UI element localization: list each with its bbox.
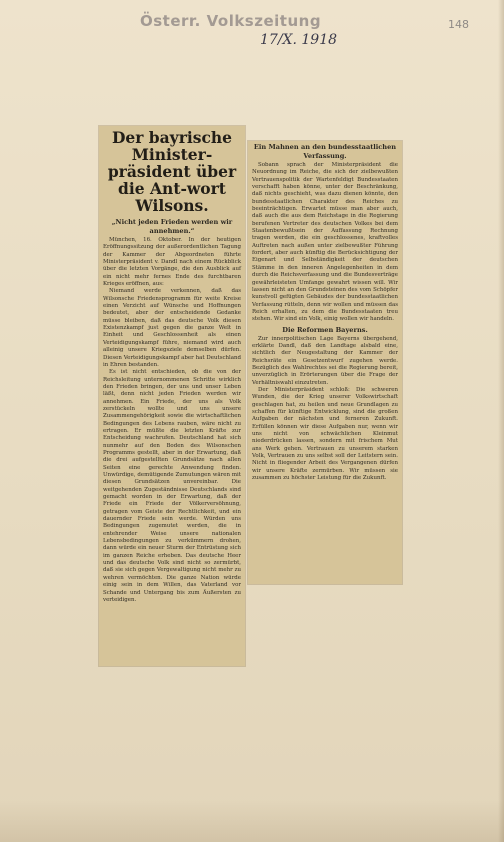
article-paragraph: Zur innerpolitischen Lage Bayerns übergehend, erklärte Dandl, daß den Landtage alsbald eine, sichtlich der Neugestaltung der Kammer der Reichsräte ein Gesetzentwurf zugehen werde. Bezüglich des Wahlrechtes sei die Regierung bereit, unverzüglich in Erörterungen über die Frage der Verhältniswahl einzutreten. (252, 335, 398, 386)
article-paragraph: Der Ministerpräsident schloß: Die schweren Wunden, die der Krieg unserer Volkswirtschaft geschlagen hat, zu heilen und neue Grundlagen zu schaffen für künftige Entwicklung, sind die großen Aufgaben der nächsten und ferneren Zukunft. Erfüllen können wir diese Aufgaben nur, wenn wir uns nicht von schwächlichen Kleinmut niederdrücken lassen, sondern mit frischem Mut ans Werk gehen. Vertrauen zu unserem starken Volk, Vertrauen zu uns selbst soll der Leitstern sein. Nicht in fliegender Arbeit des Vergangenen dürfen wir unsere Kräfte zermürben. Wir müssen sie zusammen zu höchster Leistung für die Zukunft. (252, 386, 398, 482)
article-paragraph: München, 16. Oktober. In der heutigen Eröffnungssitzung der außerordentlichen Tagung der Kammer der Abgeordneten führte Ministerpräsident v. Dandl nach einem Rückblick über die letzten Vorgänge, die den Ausblick auf ein nicht mehr fernes Ende des furchtbaren Krieges eröffnen, aus: (103, 237, 241, 288)
article-body (99, 237, 245, 604)
article-body (248, 336, 402, 483)
article-paragraph: Es ist nicht entschieden, ob die von der Reichsleitung unternommenen Schritte wirklich den Frieden bringen, der uns und unser Leben läßt, denn nicht jeden Frieden werden wir annehmen. Ein Friede, der uns als Volk zerstückeln wollte und uns unsere Zusammengehörigkeit sowie die wirtschaftlichen Bedingungen des Lebens rauben, wäre nicht zu ertragen. Er müßte die letzten Kräfte zur Entscheidung wachrufen. Deutschland hat sich nunmehr auf den Boden des Wilsonschen Programms gestellt, aber in der Erwartung, daß die drei aufgestellten Grundsätze nach allen Seiten eine gerechte Anwendung finden. Unwürdige, demütigende Zumutungen wären mit diesen Grundsätzen unvereinbar. Die weitgehenden Zugeständnisse Deutschlands sind gemacht worden in der Erwartung, daß der Friede ein Friede der Völkerversöhnung, getragen vom Geiste der Rechtlichkeit, und ein dauernder Friede sein werde. Würden uns Bedingungen zugemutet werden, die in entehrender Weise unsere nationalen Lebensbedingungen zu verkümmern drohen, dann würde ein neuer Sturm der Entrüstung sich im ganzen Reiche erheben. Das deutsche Heer und das deutsche Volk sind nicht so zermürbt, daß sie sich gegen Vergewaltigung nicht mehr zu wehren vermöchten. Die ganze Nation würde einig sein in dem Willen, das Vaterland vor Schande und Untergang bis zum Äußersten zu verteidigen. (103, 369, 241, 603)
article-paragraph: Sobann sprach der Ministerpräsident die Neuordnung im Reiche, die sich der zielbewußten Vertrauenspolitik der Wartenfeldigt Bundesstaaten verschafft haben könne, unter der Beschränkung, daß nichts geschieht, was dazu dienen könnte, den bundesstaatlichen Charakter des Reiches zu beeinträchtigen. Erwartet müsse man aber auch, daß auch die aus dem Reichstage in die Regierung berufenen Vertreter des deutschen Volkes bei dem Staatenbewußtsein der Auffassung Rechnung tragen werden, die ein geschlossenes, kraftvolles Auftreten nach außen unter zielbewußter Führung fordert, aber auch künftig die Berücksichtigung der Eigenart und Selbständigkeit der deutschen Stämme in den inneren Angelegenheiten in dem durch die Reichsverfassung und die Bundesverträge gewährleisteten Umfange gewahrt wissen will. Wir lassen nicht an den Grundsteinen des vom Schöpfer kunstvoll gefügten Gebäudes der bundesstaatlichen Verfassung rütteln, denn wir wollen und müssen das Reich erhalten, zu dem die Bundesstaaten treu stehen. Wir sind ein Volk, einig wollen wir handeln. (252, 162, 398, 323)
section-title: Die Reformen Bayerns. (282, 325, 368, 334)
page-bottom-shading (0, 800, 504, 842)
section-subhead: Ein Mahnen an den bundesstaatlichen Verfassung. (253, 143, 397, 160)
article-paragraph: Niemand werde verkennen, daß das Wilsonsche Friedensprogramm für weite Kreise einen Verzicht auf Wünsche und Hoffnungen bedeutet, aber der entscheidende Gedanke müsse bleiben, daß das deutsche Volk diesen Existenzkampf just gegen die ganze Welt in Einheit und Geschlossenheit als einen Verteidigungskampf führe, niemand wird auch alleinig unsere Kriegsziele demselben dürfen. Diesen Verteidigungskampf aber hat Deutschland in Ehren bestanden. (103, 288, 241, 368)
page-number: 148 (448, 18, 469, 31)
page-edge-shadow (498, 0, 504, 842)
newspaper-clipping-left (99, 126, 245, 666)
article-headline: Der bayrische Minister-präsident über die Ant-wort Wilsons. (107, 128, 237, 215)
article-body (248, 162, 402, 324)
newspaper-clipping-right (248, 141, 402, 584)
newspaper-stamp: Österr. Volkszeitung (140, 12, 322, 30)
article-subhead: „Nicht jeden Frieden werden wir annehmen.“ (111, 218, 233, 235)
handwritten-date: 17/X. 1918 (260, 32, 338, 48)
